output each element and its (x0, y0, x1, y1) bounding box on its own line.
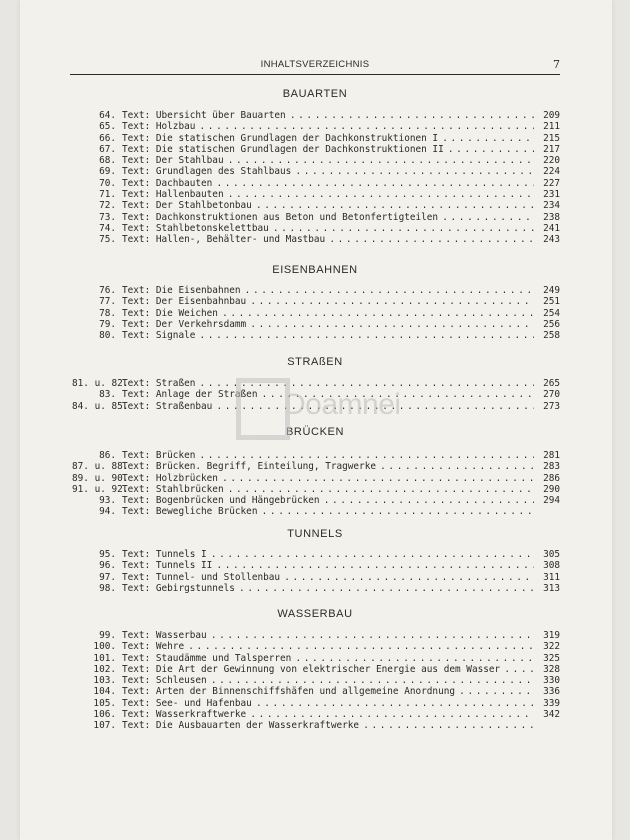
watermark-frame-icon (236, 378, 290, 440)
toc-entry (72, 133, 560, 144)
entry-number: 71. (99, 189, 116, 201)
toc-entry (72, 308, 560, 319)
toc-entry (72, 560, 560, 571)
entry-number: 69. (99, 166, 116, 178)
header-title: INHALTSVERZEICHNIS (260, 59, 370, 70)
entry-number: 79. (99, 318, 116, 330)
entry-number: 105. (93, 697, 116, 709)
entries-eisenbahnen (72, 285, 560, 341)
entry-page: 313 (543, 582, 560, 594)
toc-entry (72, 506, 560, 517)
toc-entry (72, 189, 560, 200)
toc-entry (72, 296, 560, 307)
entry-text: Text: Hallenbauten . . . (122, 189, 534, 200)
entry-text: Text: Schleusen . . . (122, 675, 534, 686)
entry-text: Text: Brücken . . . (122, 450, 534, 461)
entry-text: Text: Dachbauten . . . (122, 178, 534, 189)
toc-entry (72, 461, 560, 472)
entry-text: Text: Wehre . . . (122, 641, 534, 652)
entry-page: 305 (543, 549, 560, 560)
entry-text: Text: Tunnels II . . . (122, 560, 534, 571)
toc-entry (72, 709, 560, 720)
toc-entry (72, 110, 560, 121)
entry-page: 328 (543, 663, 560, 675)
entry-page: 270 (543, 389, 560, 401)
entry-number: 95. (99, 549, 116, 560)
toc-entry (72, 653, 560, 664)
entry-page: 227 (543, 177, 560, 189)
entry-page: 215 (543, 132, 560, 144)
entry-text: Text: Stahlbetonskelettbau . . . (122, 223, 534, 234)
entry-page: 234 (543, 200, 560, 212)
section-title-strassen: STRAßEN (287, 356, 343, 368)
entry-page: 273 (543, 400, 560, 412)
toc-entry (72, 720, 560, 731)
entry-number: 64. (99, 110, 116, 121)
entry-text: Text: See- und Hafenbau . . . (122, 698, 534, 709)
entry-text: Text: Die Weichen . . . (122, 308, 534, 319)
entry-text: Text: Wasserkraftwerke . . . (122, 709, 534, 720)
section-title-tunnels: TUNNELS (287, 528, 343, 540)
toc-entry (72, 698, 560, 709)
toc-entry (72, 572, 560, 583)
entry-page: 209 (543, 110, 560, 121)
entry-number: 80. (99, 330, 116, 342)
toc-entry (72, 641, 560, 652)
entry-text: Text: Tunnels I . . . (122, 549, 534, 560)
entry-page: 325 (543, 652, 560, 664)
entry-number: 96. (99, 560, 116, 572)
entry-number: 107. (93, 720, 116, 732)
toc-entry (72, 223, 560, 234)
page-number: 7 (553, 58, 560, 71)
entry-number: 100. (93, 641, 116, 653)
entry-text: Text: Tunnel- und Stollenbau . . . (122, 572, 534, 583)
toc-entry (72, 675, 560, 686)
entry-text: Text: Holzbrücken . . . (122, 473, 534, 484)
entry-page: 330 (543, 675, 560, 687)
entry-number: 67. (99, 143, 116, 155)
entry-text: Text: Straßen . . . (122, 378, 534, 389)
entry-number: 97. (99, 571, 116, 583)
entry-page: 251 (543, 296, 560, 308)
entry-page: 283 (543, 461, 560, 473)
entry-number: 74. (99, 222, 116, 234)
book-page (20, 0, 612, 840)
entry-text: Text: Brücken. Begriff, Einteilung, Tragwerke . . . (122, 461, 534, 472)
entry-page: 286 (543, 472, 560, 484)
section-title-bauarten: BAUARTEN (282, 88, 348, 100)
entry-text: Text: Der Stahlbau . . . (122, 155, 534, 166)
section-title-bruecken: BRÜCKEN (286, 426, 344, 438)
toc-entry (72, 319, 560, 330)
running-header (70, 58, 560, 75)
entry-page: 294 (543, 495, 560, 507)
entry-page: 308 (543, 560, 560, 572)
entry-page: 256 (543, 318, 560, 330)
entry-text: Text: Grundlagen des Stahlbaus . . . (122, 166, 534, 177)
entry-text: Text: Bogenbrücken und Hängebrücken . . . (122, 495, 534, 506)
entry-page: 342 (543, 709, 560, 721)
entries-bauarten (72, 110, 560, 246)
entry-text: Text: Der Stahlbetonbau . . . (122, 200, 534, 211)
entry-text: Text: Die Eisenbahnen . . . (122, 285, 534, 296)
watermark-text: Doamnei (284, 388, 401, 421)
entries-wasserbau (72, 630, 560, 732)
entry-text: Text: Hallen-, Behälter- und Mastbau . . . (122, 234, 534, 245)
entry-number: 104. (93, 686, 116, 698)
entry-number: 68. (99, 155, 116, 167)
entry-page: 319 (543, 630, 560, 641)
entry-text: Text: Arten der Binnenschiffshäfen und allgemeine Anordnung . . . (122, 686, 534, 697)
toc-entry (72, 495, 560, 506)
entry-number: 73. (99, 211, 116, 223)
entry-text: Text: Die Ausbauarten der Wasserkraftwerke . . . (122, 720, 534, 731)
entry-page: 311 (543, 571, 560, 583)
entry-number: 83. (99, 389, 116, 401)
entries-tunnels (72, 549, 560, 594)
entry-text: Text: Signale . . . (122, 330, 534, 341)
entries-bruecken (72, 450, 560, 518)
watermark-logo (236, 370, 426, 454)
entry-number: 76. (99, 285, 116, 296)
entry-number: 101. (93, 652, 116, 664)
entry-number: 86. (99, 450, 116, 461)
entry-number: 66. (99, 132, 116, 144)
entry-text: Text: Die statischen Grundlagen der Dachkonstruktionen I . . . (122, 133, 534, 144)
entry-page: 243 (543, 234, 560, 246)
toc-entry (72, 178, 560, 189)
toc-entry (72, 549, 560, 560)
entry-text: Text: Übersicht über Bauarten . . . (122, 110, 534, 121)
entry-page: 290 (543, 483, 560, 495)
toc-entry (72, 166, 560, 177)
toc-entry (72, 330, 560, 341)
entry-page: 265 (543, 378, 560, 389)
entry-text: Text: Die statischen Grundlagen der Dachkonstruktionen II . . . (122, 144, 534, 155)
entry-page: 241 (543, 222, 560, 234)
entry-text: Text: Wasserbau . . . (122, 630, 534, 641)
entry-text: Text: Staudämme und Talsperren . . . (122, 653, 534, 664)
toc-entry (72, 630, 560, 641)
entry-text: Text: Stahlbrücken . . . (122, 484, 534, 495)
entry-text: Text: Gebirgstunnels . . . (122, 583, 534, 594)
entry-text: Text: Dachkonstruktionen aus Beton und Betonfertigteilen . . . (122, 212, 534, 223)
toc-entry (72, 473, 560, 484)
entry-number: 98. (99, 582, 116, 594)
entry-text: Text: Anlage der Straßen . . . (122, 389, 534, 400)
toc-entry (72, 583, 560, 594)
toc-entry (72, 484, 560, 495)
section-title-eisenbahnen: EISENBAHNEN (272, 264, 358, 276)
entry-number: 102. (93, 663, 116, 675)
toc-entry (72, 686, 560, 697)
entry-text: Text: Der Verkehrsdamm . . . (122, 319, 534, 330)
entry-page: 258 (543, 330, 560, 342)
entry-number: 77. (99, 296, 116, 308)
entry-number: 70. (99, 177, 116, 189)
section-title-wasserbau: WASSERBAU (277, 608, 353, 620)
entry-number: 94. (99, 506, 116, 518)
entry-number: 87. u. 88. (72, 461, 129, 473)
entry-number: 75. (99, 234, 116, 246)
entry-page: 217 (543, 143, 560, 155)
entry-number: 103. (93, 675, 116, 687)
toc-entry (72, 234, 560, 245)
entry-page: 339 (543, 697, 560, 709)
toc-entry (72, 144, 560, 155)
entry-text: Text: Die Art der Gewinnung von elektrischer Energie aus dem Wasser . . . (122, 664, 534, 675)
entry-number: 93. (99, 495, 116, 507)
entry-page: 336 (543, 686, 560, 698)
entry-page: 224 (543, 166, 560, 178)
entry-page: 322 (543, 641, 560, 653)
entry-page: 254 (543, 307, 560, 319)
toc-entry (72, 212, 560, 223)
toc-entry (72, 121, 560, 132)
entry-page: 211 (543, 121, 560, 133)
entry-page: 238 (543, 211, 560, 223)
entry-number: 99. (99, 630, 116, 641)
entry-number: 65. (99, 121, 116, 133)
toc-entry (72, 285, 560, 296)
entry-page: 220 (543, 155, 560, 167)
entry-number: 89. u. 90. (72, 472, 129, 484)
entry-text: Text: Der Eisenbahnbau . . . (122, 296, 534, 307)
entry-text: Text: Bewegliche Brücken . . . (122, 506, 534, 517)
toc-entry (72, 155, 560, 166)
toc-entry (72, 664, 560, 675)
entry-number: 81. u. 82. (72, 378, 129, 389)
entry-number: 106. (93, 709, 116, 721)
entry-text: Text: Straßenbau . . . (122, 401, 534, 412)
entry-text: Text: Holzbau . . . (122, 121, 534, 132)
toc-entry (72, 200, 560, 211)
entry-number: 91. u. 92. (72, 483, 129, 495)
entry-number: 78. (99, 307, 116, 319)
entry-page: 249 (543, 285, 560, 296)
entry-number: 84. u. 85. (72, 400, 129, 412)
entry-page: 281 (543, 450, 560, 461)
entry-number: 72. (99, 200, 116, 212)
entry-page: 231 (543, 189, 560, 201)
